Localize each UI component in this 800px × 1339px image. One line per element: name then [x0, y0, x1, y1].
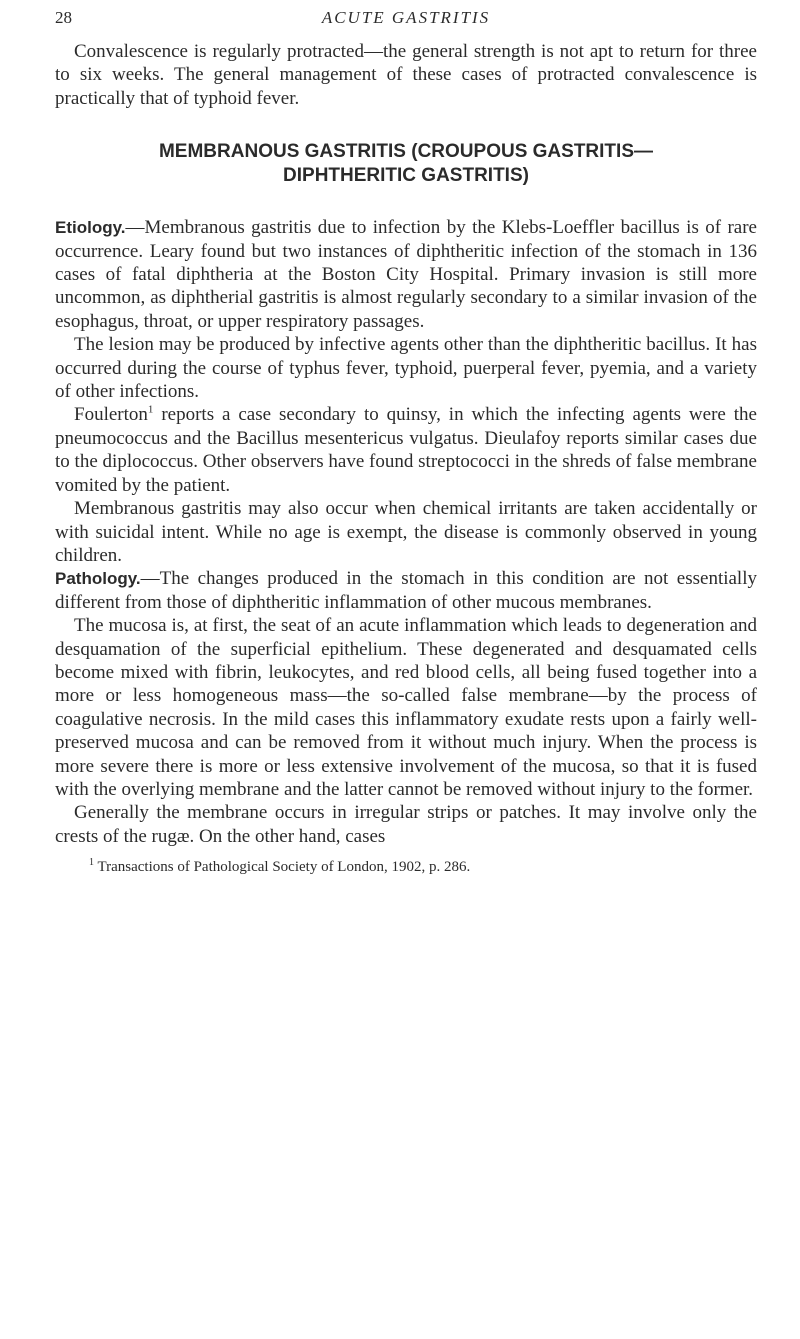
etiology-label: Etiology. — [55, 218, 126, 238]
section-heading-line-1: MEMBRANOUS GASTRITIS (CROUPOUS GASTRITIS— — [158, 141, 653, 163]
pathology-text-1: —The changes produced in the stomach in this condition are not essentially different from those of diphtheritic inflammation of other mucous membranes. — [55, 568, 757, 613]
pathology-paragraph-3: Generally the membrane occurs in irregular strips or patches. It may involve only the crests of the rugæ. On the other hand, cases — [55, 802, 757, 847]
etiology-text-1: —Membranous gastritis due to infection by the Klebs-Loeffler bacillus is of rare occurrence. Leary found but two instances of diphtheritic infection of the stomach in 136 cases of fatal diphtheria at the Boston City Hospital. Primary invasion is still more uncommon, as diphtherial gastritis is almost regularly secondary to a similar invasion of the esophagus, throat, or upper respiratory passages. — [55, 217, 757, 332]
etiology-paragraph-3 — [55, 403, 757, 497]
page-number: 28 — [55, 8, 72, 27]
footnote-marker: 1 — [89, 857, 94, 869]
intro-paragraph: Convalescence is regularly protracted—the general strength is not apt to return for three to six weeks. The general management of these cases of protracted convalescence is practically that of typhoid fever. — [55, 41, 757, 109]
book-page — [55, 0, 757, 877]
section-heading — [55, 140, 757, 188]
foulerton-name: Foulerton — [74, 404, 148, 426]
footnote-reference: 1 — [147, 404, 154, 417]
etiology-paragraph-4: Membranous gastritis may also occur when chemical irritants are taken accidentally or with suicidal intent. While no age is exempt, the disease is commonly observed in young children. — [55, 498, 757, 566]
etiology-paragraph-1 — [55, 216, 757, 333]
running-title: ACUTE GASTRITIS — [321, 8, 491, 27]
pathology-paragraph-2: The mucosa is, at first, the seat of an acute inflammation which leads to degeneration and desquamation of the superficial epithelium. These degenerated and desquamated cells become mixed with fibrin, leukocytes, and red blood cells, all being fused together into a more or less homogeneous mass—the so-called false membrane—by the process of coagulative necrosis. In the mild cases this inflammatory exudate rests upon a fairly well-preserved mucosa and can be removed from it without much injury. When the process is more severe there is more or less extensive involvement of the mucosa, so that it is fused with the overlying membrane and the latter cannot be removed without injury to the former. — [55, 615, 757, 800]
pathology-paragraph-1 — [55, 567, 757, 614]
pathology-label: Pathology. — [55, 569, 141, 589]
etiology-text-3: reports a case secondary to quinsy, in which the infecting agents were the pneumococcus and the Bacillus mesentericus vulgatus. Dieulafoy reports similar cases due to the diplococcus. Other observers have found streptococci in the shreds of false membrane vomited by the patient. — [55, 404, 757, 496]
footnote-text: Transactions of Pathological Society of London, 1902, p. 286. — [94, 859, 471, 876]
running-head — [55, 8, 757, 40]
footnote — [55, 858, 757, 877]
etiology-paragraph-2: The lesion may be produced by infective agents other than the diphtheritic bacillus. It has occurred during the course of typhus fever, typhoid, puerperal fever, pyemia, and a variety of other infections. — [55, 334, 757, 403]
section-heading-line-2: DIPHTHERITIC GASTRITIS) — [283, 165, 529, 187]
